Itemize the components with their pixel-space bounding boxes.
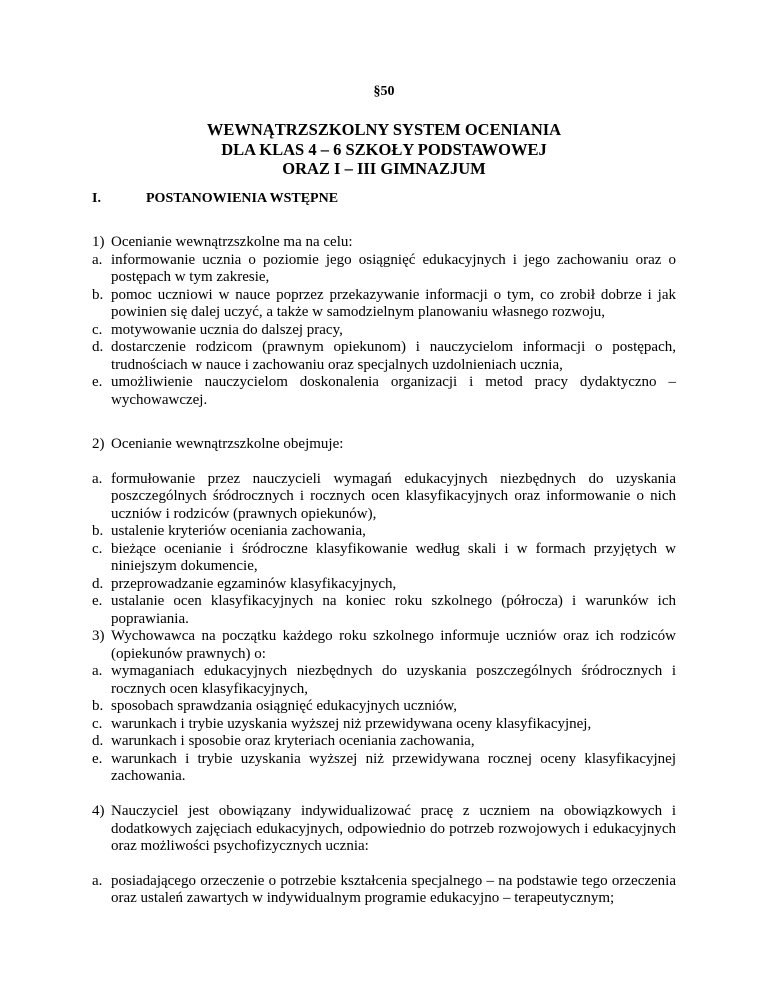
title-line: ORAZ I – III GIMNAZJUM (282, 159, 486, 178)
list-item (92, 374, 676, 409)
item-marker: c. (92, 321, 103, 338)
item-text: sposobach sprawdzania osiągnięć edukacyjnych uczniów, (111, 698, 457, 714)
item-text: warunkach i trybie uzyskania wyższej niż przewidywana rocznej oceny klasyfikacyjnej zachowania. (111, 750, 676, 784)
list-item (92, 716, 676, 734)
item-marker: b. (92, 698, 104, 714)
list-item (92, 471, 676, 524)
item-marker: a. (92, 872, 103, 889)
item-marker: a. (92, 251, 103, 268)
section-4 (92, 803, 676, 908)
item-marker: b. (92, 286, 104, 303)
section-2 (92, 436, 676, 628)
section-number: §50 (373, 84, 395, 99)
list-item (92, 287, 676, 322)
item-marker: a. (92, 663, 103, 679)
list-item (92, 322, 676, 340)
item-text: informowanie ucznia o poziomie jego osiągnięć edukacyjnych i jego zachowaniu oraz o postępach w tym zakresie, (111, 251, 676, 285)
item-marker: d. (92, 339, 104, 355)
list-item (92, 751, 676, 786)
list-item (92, 523, 676, 541)
section-marker: 4) (92, 803, 105, 819)
item-text: warunkach i sposobie oraz kryteriach oceniania zachowania, (111, 733, 475, 749)
item-marker: d. (92, 575, 104, 592)
item-text: wymaganiach edukacyjnych niezbędnych do uzyskania poszczególnych śródrocznych i rocznych ocen klasyfikacyjnych, (111, 663, 676, 697)
item-text: pomoc uczniowi w nauce poprzez przekazywanie informacji o tym, co zrobił dobrze i jak powinien się dalej uczyć, a także w samodzielnym planowaniu własnego rozwoju, (111, 286, 676, 320)
section-marker: 2) (92, 436, 105, 452)
item-text: posiadającego orzeczenie o potrzebie kształcenia specjalnego – na podstawie tego orzeczenia oraz ustaleń zawartych w indywidualnym programie edukacyjno – terapeutycznym; (111, 872, 676, 906)
item-marker: a. (92, 470, 103, 487)
item-marker: e. (92, 593, 103, 609)
list-item (92, 541, 676, 576)
list-item (92, 733, 676, 751)
section-intro: Ocenianie wewnątrzszkolne ma na celu: (111, 234, 353, 250)
list-item (92, 576, 676, 594)
title-line: DLA KLAS 4 – 6 SZKOŁY PODSTAWOWEJ (221, 139, 547, 159)
item-text: bieżące ocenianie i śródroczne klasyfikowanie według skali i w formach przyjętych w niniejszym dokumencie, (111, 540, 676, 574)
section-3-intro (92, 628, 676, 663)
section-4-intro (92, 803, 676, 856)
item-text: warunkach i trybie uzyskania wyższej niż przewidywana oceny klasyfikacyjnej, (111, 715, 592, 732)
title-line: WEWNĄTRZSZKOLNY SYSTEM OCENIANIA (206, 120, 562, 139)
item-marker: c. (92, 540, 103, 557)
section-1-intro (92, 234, 676, 252)
item-marker: e. (92, 750, 103, 767)
list-item (92, 339, 676, 374)
section-3 (92, 628, 676, 786)
item-text: ustalenie kryteriów oceniania zachowania, (111, 523, 366, 539)
document-title (0, 120, 768, 179)
list-item (92, 252, 676, 287)
section-marker: 3) (92, 628, 105, 644)
list-item (92, 593, 676, 628)
chapter-number: I. (92, 191, 101, 206)
item-text: umożliwienie nauczycielom doskonalenia organizacji i metod pracy dydaktyczno – wychowawczej. (111, 374, 676, 408)
section-marker: 1) (92, 234, 105, 250)
chapter-title: POSTANOWIENIA WSTĘPNE (146, 191, 339, 206)
item-text: motywowanie ucznia do dalszej pracy, (111, 321, 343, 338)
item-marker: d. (92, 733, 104, 749)
list-item (92, 873, 676, 908)
section-intro: Ocenianie wewnątrzszkolne obejmuje: (111, 436, 344, 452)
list-item (92, 698, 676, 716)
section-intro: Nauczyciel jest obowiązany indywidualizować pracę z uczniem na obowiązkowych i dodatkowych zajęciach edukacyjnych, odpowiednio do potrzeb rozwojowych i edukacyjnych oraz możliwości psychofizycznych ucznia: (111, 803, 676, 854)
item-text: przeprowadzanie egzaminów klasyfikacyjnych, (111, 575, 397, 592)
item-text: formułowanie przez nauczycieli wymagań edukacyjnych niezbędnych do uzyskania poszczególnych śródrocznych i rocznych ocen klasyfikacyjnych oraz informowanie o nich uczniów i rodziców (prawnych opiekunów), (111, 470, 676, 522)
item-marker: b. (92, 523, 104, 539)
item-text: ustalanie ocen klasyfikacyjnych na koniec roku szkolnego (półrocza) i warunków ich poprawiania. (111, 593, 676, 627)
item-marker: c. (92, 715, 103, 732)
item-marker: e. (92, 374, 103, 390)
item-text: dostarczenie rodzicom (prawnym opiekunom) i nauczycielom informacji o postępach, trudnościach w nauce i zachowaniu oraz specjalnych uzdolnieniach ucznia, (111, 339, 676, 373)
list-item (92, 663, 676, 698)
section-intro: Wychowawca na początku każdego roku szkolnego informuje uczniów oraz ich rodziców (opiekunów prawnych) o: (111, 628, 676, 662)
section-1 (92, 234, 676, 409)
section-2-intro (92, 436, 676, 454)
